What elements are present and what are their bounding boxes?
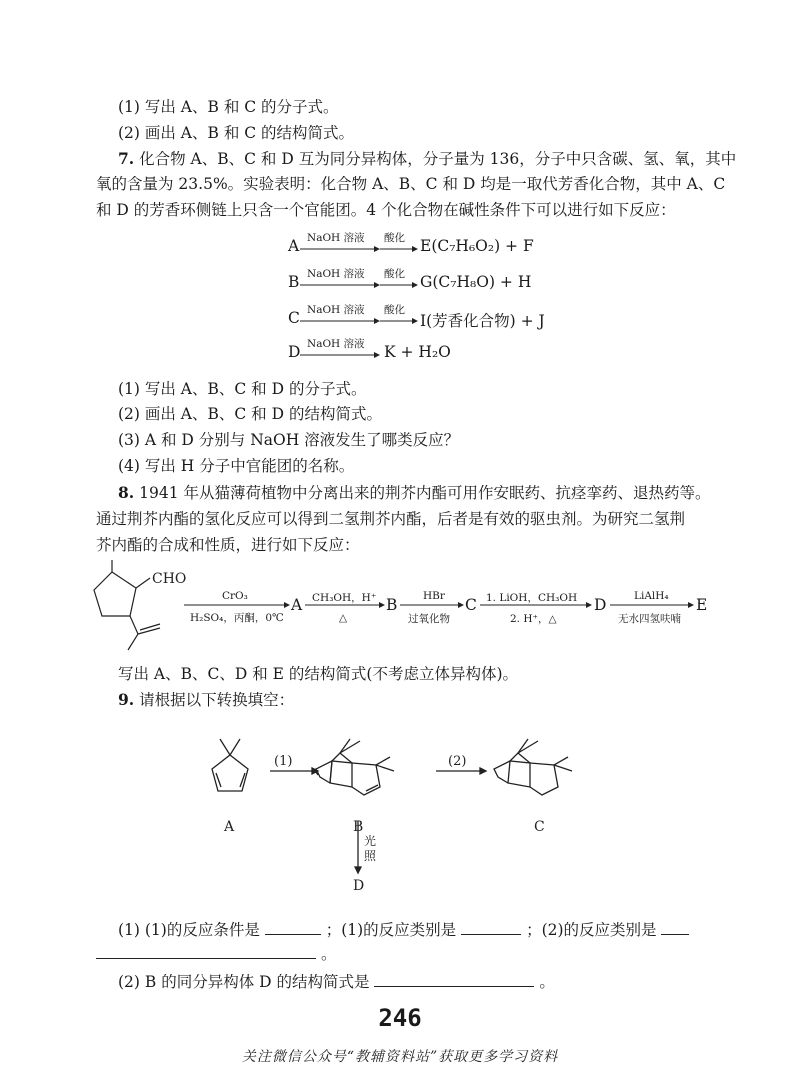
cyclopentane-ring <box>94 572 136 616</box>
molecule-B <box>314 739 394 795</box>
answer-blank-condition[interactable] <box>265 920 321 935</box>
arrow <box>480 601 592 609</box>
step2-label: (2) <box>448 754 467 769</box>
answer-blank-isomer[interactable] <box>374 972 534 987</box>
products: G(C₇H₈O) + H <box>420 273 532 291</box>
q9-subq1-cont <box>96 942 336 964</box>
q7-text1: 化合物 A、B、C 和 D 互为同分异构体，分子量为 136，分子中只含碳、氢、氧，其中 <box>139 150 737 168</box>
q9-number: 9. <box>118 690 135 709</box>
reactant: D <box>288 343 301 361</box>
a3-top: HBr <box>423 590 445 602</box>
reagent-label: NaOH 溶液 <box>307 338 365 350</box>
q9-s1-text-c: ；(2)的反应类别是 <box>526 921 657 939</box>
reagent-label: NaOH 溶液 <box>307 304 365 316</box>
footer-watermark: 关注微信公众号“教辅资料站”获取更多学习资料 <box>241 1049 559 1065</box>
q7-line2: 氧的含量为 23.5%。实验表明：化合物 A、B、C 和 D 均是一取代芳香化合物，其中 A、C <box>96 175 726 193</box>
acid-label: 酸化 <box>384 304 405 316</box>
reagent-label: NaOH 溶液 <box>307 268 365 280</box>
q7-number: 7. <box>118 149 135 168</box>
q6-subq1: (1) 写出 A、B 和 C 的分子式。 <box>118 98 339 116</box>
q7-subq4: (4) 写出 H 分子中官能团的名称。 <box>118 457 355 475</box>
acid-arrow <box>380 281 418 289</box>
products: K + H₂O <box>384 343 451 361</box>
acid-arrow <box>380 245 418 253</box>
q7-subq2: (2) 画出 A、B、C 和 D 的结构简式。 <box>118 405 382 423</box>
cho-label: CHO <box>152 571 187 587</box>
reaction-arrow <box>300 281 380 289</box>
q9-s2-text-b: 。 <box>539 973 555 991</box>
arrow <box>305 601 385 609</box>
a4-top: 1. LiOH，CH₃OH <box>486 592 578 604</box>
answer-blank-type-2[interactable] <box>661 920 689 935</box>
answer-blank-type-2-cont[interactable] <box>96 944 316 959</box>
arrow <box>184 601 290 609</box>
q8-D: D <box>594 596 607 614</box>
q9-s1-text-a: (1) (1)的反应条件是 <box>118 921 260 939</box>
products: E(C₇H₆O₂) + F <box>420 237 534 255</box>
page-number: 246 <box>378 1004 422 1032</box>
q8-line1 <box>118 481 711 503</box>
label-B: B <box>353 819 364 835</box>
acid-label: 酸化 <box>384 268 405 280</box>
q9-s1-text-d: 。 <box>320 945 337 963</box>
q8-A: A <box>291 596 303 614</box>
q9-scheme <box>190 725 610 895</box>
a2-bottom: △ <box>339 612 348 624</box>
reagent-label: NaOH 溶液 <box>307 232 365 244</box>
reaction-arrow <box>300 351 380 359</box>
q7-subq3: (3) A 和 D 分别与 NaOH 溶液发生了哪类反应？ <box>118 431 460 449</box>
arrow <box>400 601 464 609</box>
label-D: D <box>353 878 365 894</box>
products: I(芳香化合物) + J <box>420 312 545 330</box>
arrow <box>610 601 694 609</box>
reactant: B <box>288 273 300 291</box>
a3-bottom: 过氧化物 <box>408 613 450 625</box>
q8-line3: 芥内酯的合成和性质，进行如下反应： <box>96 536 360 554</box>
q9-s2-text-a: (2) B 的同分异构体 D 的结构简式是 <box>118 973 370 991</box>
reactant: C <box>288 309 300 327</box>
q6-subq2: (2) 画出 A、B 和 C 的结构简式。 <box>118 124 355 142</box>
acid-label: 酸化 <box>384 232 405 244</box>
q8-question: 写出 A、B、C、D 和 E 的结构简式(不考虑立体异构体)。 <box>118 665 518 683</box>
q9-s1-text-b: ；(1)的反应类别是 <box>325 921 457 939</box>
answer-blank-type-1[interactable] <box>461 920 521 935</box>
q8-B: B <box>386 596 398 614</box>
q7-line3: 和 D 的芳香环侧链上只含一个官能团。4 个化合物在碱性条件下可以进行如下反应： <box>96 201 676 219</box>
a1-bottom: H₂SO₄，丙酮，0℃ <box>190 612 284 624</box>
reaction-arrow <box>300 245 380 253</box>
q9-subq2 <box>118 970 555 992</box>
reaction-arrow <box>300 317 380 325</box>
a4-bottom: 2. H⁺，△ <box>510 613 557 625</box>
q8-line2: 通过荆芥内酯的氢化反应可以得到二氢荆芥内酯，后者是有效的驱虫剂。为研究二氢荆 <box>96 510 686 528</box>
label-A: A <box>224 819 235 835</box>
a2-top: CH₃OH，H⁺ <box>312 592 377 604</box>
molecule-A <box>212 739 248 791</box>
q8-number: 8. <box>118 483 135 502</box>
q9-line1 <box>118 688 294 710</box>
reactant: A <box>288 237 300 255</box>
acid-arrow <box>380 317 418 325</box>
label-C: C <box>534 819 545 835</box>
molecule-C <box>494 739 572 795</box>
q7-subq1: (1) 写出 A、B、C 和 D 的分子式。 <box>118 380 367 398</box>
q8-text1: 1941 年从猫薄荷植物中分离出来的荆芥内酯可用作安眠药、抗痉挛药、退热药等。 <box>139 484 711 502</box>
a5-bottom: 无水四氢呋喃 <box>618 613 681 625</box>
q8-E: E <box>696 596 708 614</box>
q9-subq1 <box>118 918 689 940</box>
a1-top: CrO₃ <box>222 590 248 602</box>
a5-top: LiAlH₄ <box>634 590 669 602</box>
q9-text1: 请根据以下转换填空： <box>139 691 295 709</box>
step1-label: (1) <box>274 754 293 769</box>
light-label-2: 照 <box>364 849 377 863</box>
q8-C: C <box>465 596 477 614</box>
light-label-1: 光 <box>364 834 377 848</box>
q7-line1 <box>118 147 736 169</box>
